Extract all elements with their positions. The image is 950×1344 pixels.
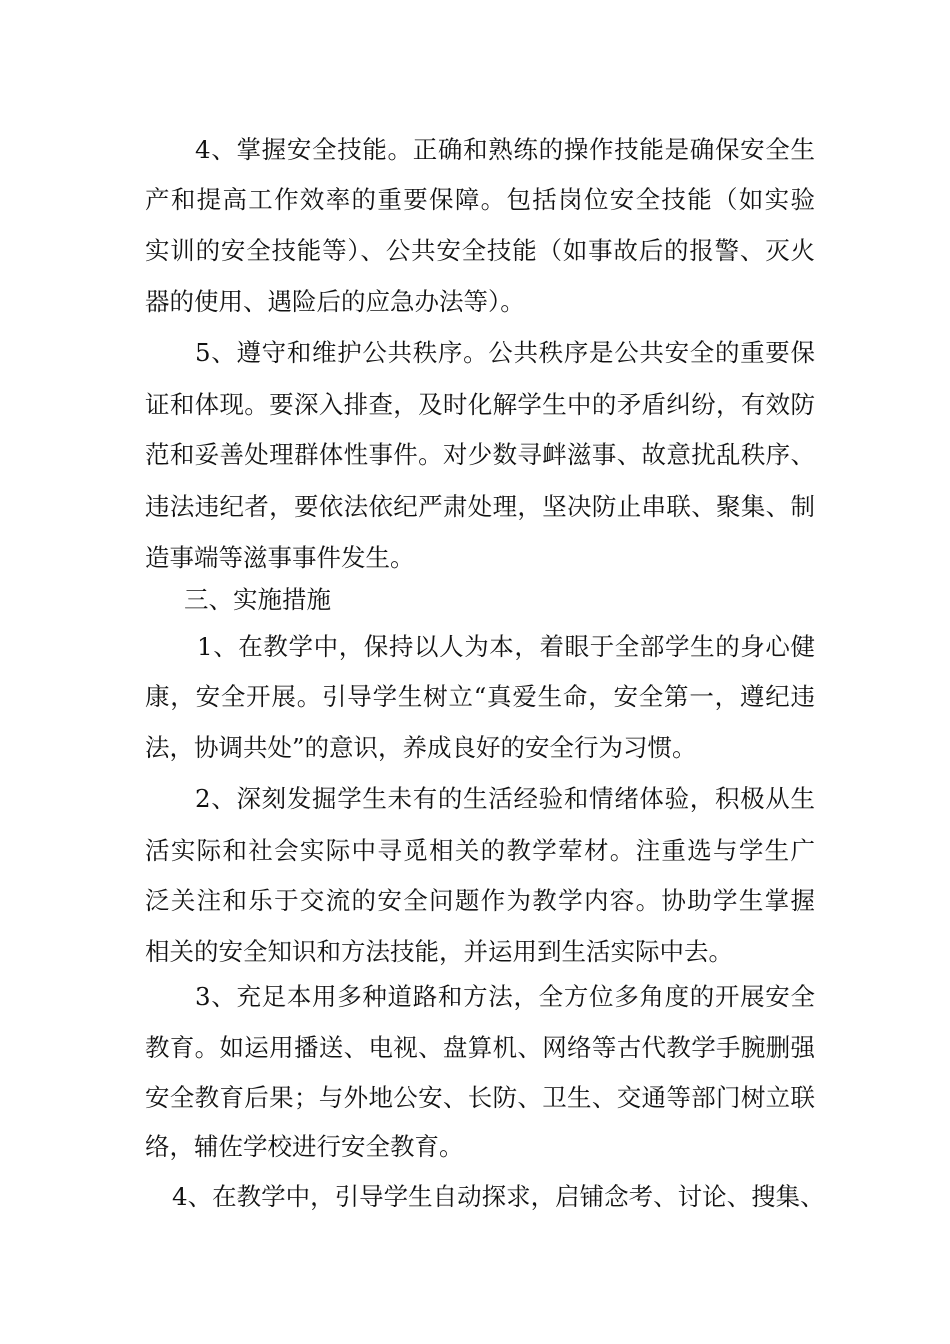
measure-2-line-4: 相关的安全知识和方法技能，并运用到生活实际中去。: [145, 937, 733, 966]
paragraph-5-line-5: 造事端等滋事事件发生。: [145, 543, 415, 572]
measure-4-line-1: 4、在教学中，引导学生自动探求，启铺念考、讨论、搜集、: [172, 1182, 825, 1211]
paragraph-5-line-1: 5、遵守和维护公共秩序。公共秩序是公共安全的重要保: [195, 338, 815, 367]
paragraph-4-line-2: 产和提高工作效率的重要保障。包括岗位安全技能（如实验: [145, 185, 815, 214]
paragraph-5-line-2: 证和体现。要深入排查，及时化解学生中的矛盾纠纷，有效防: [145, 390, 815, 419]
measure-2-line-2: 活实际和社会实际中寻觅相关的教学荤材。注重选与学生广: [145, 836, 815, 865]
measure-3-line-3: 安全教育后果；与外地公安、长防、卫生、交通等部门树立联: [145, 1083, 815, 1112]
measure-1-line-1: 1、在教学中，保持以人为本，着眼于全部学生的身心健: [197, 632, 815, 661]
section-heading: 三、实施措施: [184, 585, 331, 614]
paragraph-4-line-1: 4、掌握安全技能。正确和熟练的操作技能是确保安全生: [195, 135, 815, 164]
measure-2-line-1: 2、深刻发掘学生未有的生活经验和情绪体验，积极从生: [195, 784, 815, 813]
measure-3-line-2: 教育。如运用播送、电视、盘算机、网络等古代教学手腕删强: [145, 1033, 815, 1062]
measure-2-line-3: 泛关注和乐于交流的安全问题作为教学内容。协助学生掌握: [145, 886, 815, 915]
paragraph-5-line-4: 违法违纪者，要依法依纪严肃处理，坚决防止串联、聚集、制: [145, 492, 815, 521]
measure-1-line-2: 康，安全开展。引导学生树立“真爱生命，安全第一，遵纪违: [145, 682, 815, 711]
measure-3-line-1: 3、充足本用多种道路和方法，全方位多角度的开展安全: [195, 982, 815, 1011]
measure-1-line-3: 法，协调共处”的意识，养成良好的安全行为习惯。: [145, 733, 697, 762]
paragraph-5-line-3: 范和妥善处理群体性事件。对少数寻衅滋事、故意扰乱秩序、: [145, 440, 815, 469]
paragraph-4-line-3: 实训的安全技能等）、公共安全技能（如事故后的报警、灭火: [145, 236, 815, 265]
paragraph-4-line-4: 器的使用、遇险后的应急办法等）。: [145, 287, 525, 316]
measure-3-line-4: 络，辅佐学校进行安全教育。: [145, 1132, 464, 1161]
